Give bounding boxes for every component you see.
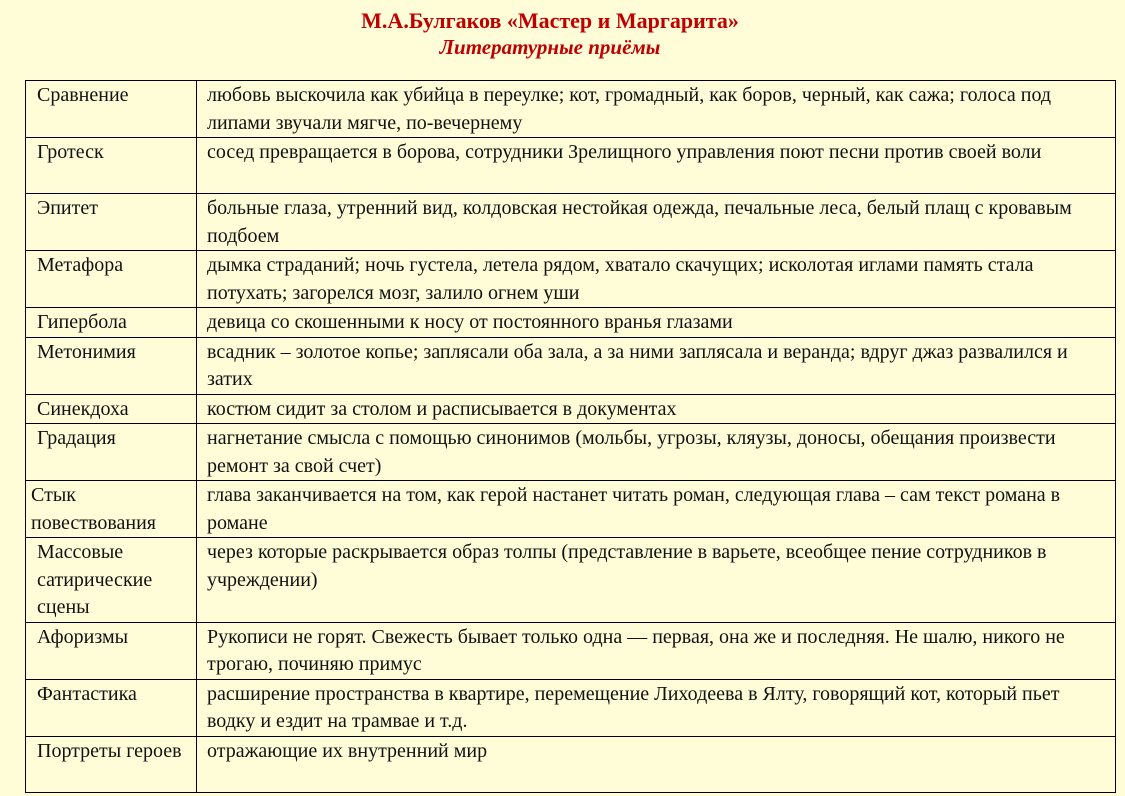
term-cell: Портреты героев [26,736,197,792]
term-cell: Афоризмы [26,622,197,679]
examples-cell: костюм сидит за столом и расписывается в документах [197,394,1116,424]
term-cell: Эпитет [26,194,197,251]
examples-cell: глава заканчивается на том, как герой настанет читать роман, следующая глава – сам текст романа в романе [197,481,1116,538]
page-title: М.А.Булгаков «Мастер и Маргарита» [361,8,739,33]
examples-cell: расширение пространства в квартире, перемещение Лиходеева в Ялту, говорящий кот, который пьет водку и ездит на трамвае и т.д. [197,679,1116,736]
term-cell: Метафора [26,251,197,308]
devices-table [25,80,1116,793]
examples-cell: больные глаза, утренний вид, колдовская нестойкая одежда, печальные леса, белый плащ с кровавым подбоем [197,194,1116,251]
table-row [26,251,1116,308]
table-row [26,736,1116,792]
examples-cell: отражающие их внутренний мир [197,736,1116,792]
term-cell: Синекдоха [26,394,197,424]
table-row [26,538,1116,623]
examples-cell: девица со скошенными к носу от постоянного вранья глазами [197,308,1116,338]
table-row [26,308,1116,338]
examples-cell: любовь выскочила как убийца в переулке; кот, громадный, как боров, черный, как сажа; голоса под липами звучали мягче, по-вечернему [197,81,1116,138]
term-cell: Сравнение [26,81,197,138]
table-row [26,622,1116,679]
term-cell: Гротеск [26,138,197,194]
examples-cell: всадник – золотое копье; заплясали оба зала, а за ними заплясала и веранда; вдруг джаз развалился и затих [197,337,1116,394]
examples-cell: нагнетание смысла с помощью синонимов (мольбы, угрозы, кляузы, доносы, обещания произвести ремонт за свой счет) [197,424,1116,481]
table-row [26,424,1116,481]
examples-cell: Рукописи не горят. Свежесть бывает только одна — первая, она же и последняя. Не шалю, никого не трогаю, починяю примус [197,622,1116,679]
table-row [26,194,1116,251]
examples-cell: дымка страданий; ночь густела, летела рядом, хватало скачущих; исколотая иглами память стала потухать; загорелся мозг, залило огнем уши [197,251,1116,308]
table-row [26,394,1116,424]
term-cell: Градация [26,424,197,481]
table-row [26,337,1116,394]
term-cell: Гипербола [26,308,197,338]
term-cell: Метонимия [26,337,197,394]
table-row [26,138,1116,194]
examples-cell: через которые раскрывается образ толпы (представление в варьете, всеобщее пение сотрудников в учреждении) [197,538,1116,623]
examples-cell: сосед превращается в борова, сотрудники Зрелищного управления поют песни против своей воли [197,138,1116,194]
table-row [26,81,1116,138]
term-cell: Массовые сатирические сцены [26,538,197,623]
term-cell: Фантастика [26,679,197,736]
table-row [26,679,1116,736]
term-cell: Стык повествования [26,481,197,538]
header [0,8,1100,60]
table-row [26,481,1116,538]
page-subtitle: Литературные приёмы [439,35,661,59]
